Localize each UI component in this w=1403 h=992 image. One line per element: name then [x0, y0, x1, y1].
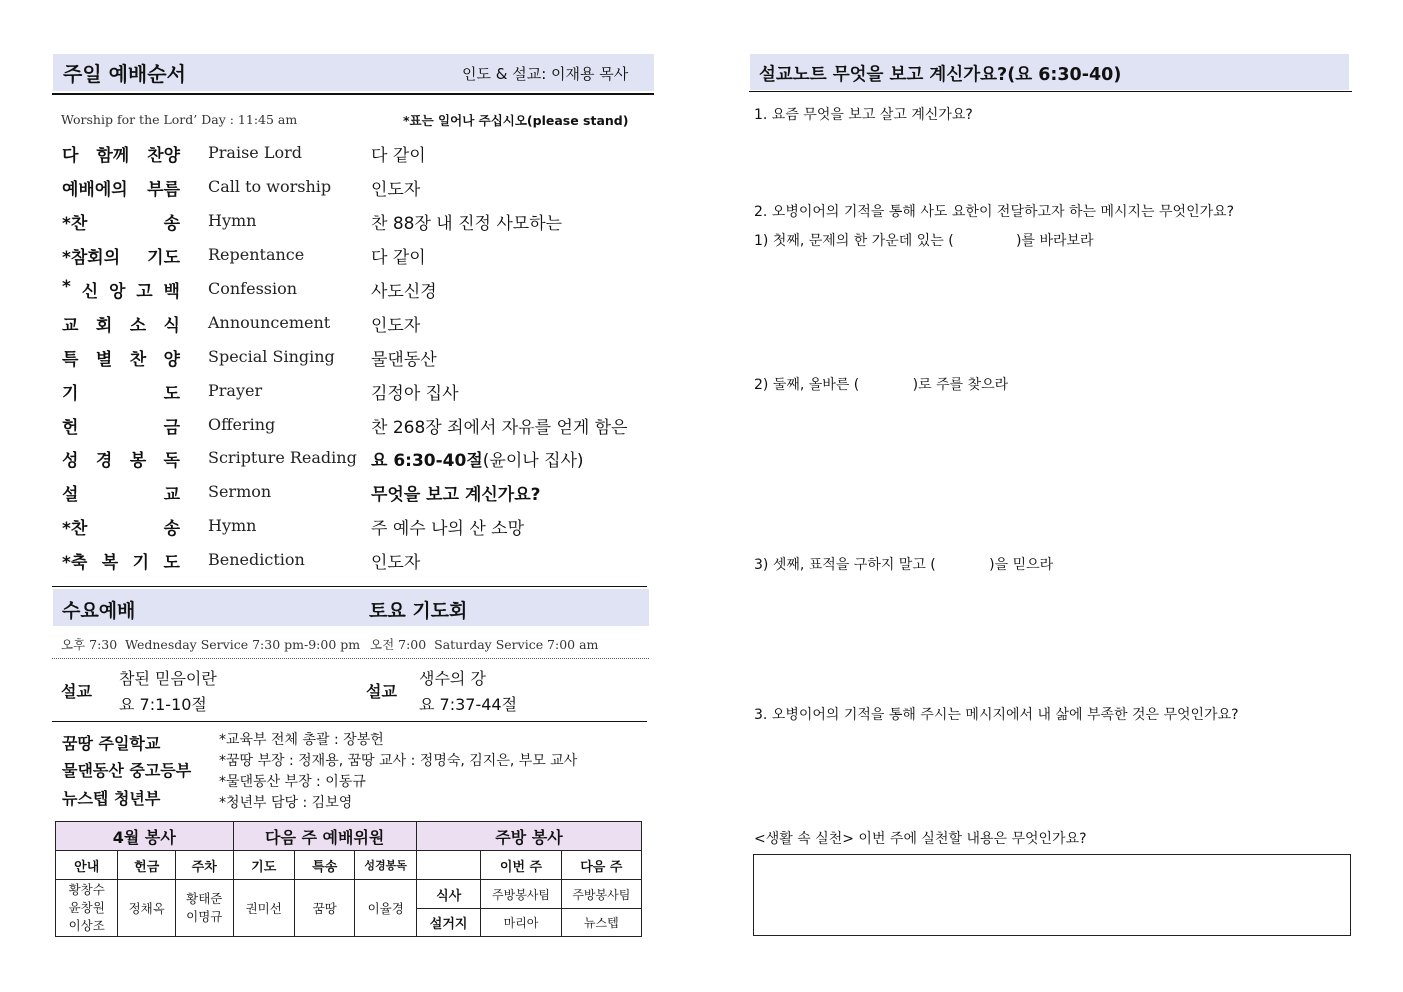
- order-item-korean-part: 식: [163, 316, 180, 336]
- guide-name: 윤창원: [68, 900, 105, 915]
- midweek-bottom-rule: [52, 721, 647, 722]
- offering-cell: 정채옥: [118, 880, 176, 937]
- order-item-detail: [371, 446, 584, 471]
- kitchen-row-label: 식사: [416, 880, 480, 909]
- header-rule: [52, 93, 654, 95]
- staff-1: *교육부 전체 총괄 : 장봉헌: [219, 732, 384, 748]
- order-item-detail: 김정아 집사: [371, 384, 459, 404]
- prayer-cell: 권미선: [233, 880, 294, 937]
- order-item-korean-part: 독: [163, 451, 180, 471]
- order-item-detail: 다 같이: [371, 146, 426, 166]
- order-item-korean-part: 함께: [96, 146, 130, 166]
- order-item-korean: [62, 345, 180, 370]
- order-item-english: Prayer: [208, 381, 263, 400]
- order-item-detail: 인도자: [371, 316, 421, 336]
- order-item: [62, 209, 652, 239]
- order-item-korean-part: *찬: [62, 214, 88, 234]
- order-item-korean-part: *: [62, 277, 71, 297]
- order-item-korean-part: 헌: [62, 418, 79, 438]
- question-1: 1. 요즘 무엇을 보고 살고 계신가요?: [754, 107, 973, 123]
- order-item: [62, 311, 652, 341]
- order-item-english: Repentance: [208, 245, 305, 264]
- order-item-korean-part: 소: [129, 316, 147, 336]
- order-item: [62, 413, 652, 443]
- order-item-detail: 다 같이: [371, 248, 426, 268]
- order-item-korean-part: 설: [62, 485, 79, 505]
- order-item-korean: [62, 480, 180, 505]
- col-guide: 안내: [56, 851, 118, 880]
- order-item-korean-part: 경: [95, 451, 113, 471]
- kitchen-next-week: 주방봉사팀: [561, 880, 641, 909]
- col-this-week: 이번 주: [481, 851, 561, 880]
- order-item-detail: 주 예수 나의 산 소망: [371, 519, 524, 539]
- stand-note: *표는 일어나 주십시오(please stand): [403, 113, 629, 128]
- midweek-header: [53, 589, 649, 626]
- order-item-english: Offering: [208, 415, 276, 434]
- staff-3: *물댄동산 부장 : 이동규: [219, 774, 366, 790]
- col-prayer: 기도: [233, 851, 294, 880]
- guide-name: 이상조: [68, 918, 105, 933]
- kitchen-next-week: 뉴스텝: [561, 909, 641, 937]
- order-item-english: Special Singing: [208, 347, 335, 366]
- order-item-korean: [62, 379, 180, 404]
- order-item-korean-part: 부름: [147, 180, 180, 200]
- wed-time: 오후 7:30 Wednesday Service 7:30 pm-9:00 pm: [61, 637, 361, 652]
- next-worship-header: 다음 주 예배위원: [233, 822, 416, 851]
- leader-label: 인도 & 설교: 이재용 목사: [462, 65, 629, 83]
- practice-prompt: <생활 속 실천> 이번 주에 실천할 내용은 무엇인가요?: [754, 831, 1087, 847]
- col-parking: 주차: [175, 851, 233, 880]
- order-item-korean-part: 고: [136, 282, 153, 302]
- order-item-korean: [62, 175, 180, 200]
- dept-1: 꿈땅 주일학교: [62, 734, 161, 753]
- wed-title: 수요예배: [62, 600, 136, 622]
- sat-sermon-title: 생수의 강: [419, 669, 486, 688]
- order-item: [62, 446, 652, 476]
- order-item-korean-part: 송: [163, 519, 180, 539]
- kitchen-this-week: 주방봉사팀: [481, 880, 561, 909]
- order-item-english: Praise Lord: [208, 143, 302, 162]
- order-item-korean-part: 복: [101, 553, 119, 573]
- order-item-english: Hymn: [208, 516, 257, 535]
- order-item-english: Call to worship: [208, 177, 332, 196]
- sat-sermon-label: 설교: [366, 682, 397, 701]
- order-item: [62, 141, 652, 171]
- order-item-detail: 사도신경: [371, 282, 437, 302]
- order-item-korean: [62, 141, 180, 166]
- practice-answer-box[interactable]: [753, 854, 1351, 936]
- kitchen-row-label: 설거지: [416, 909, 480, 937]
- order-item-korean-part: 교: [163, 485, 180, 505]
- order-item-korean-part: 회: [95, 316, 113, 336]
- order-item-korean-part: 봉: [129, 451, 147, 471]
- order-item-detail: 무엇을 보고 계신가요?: [371, 485, 541, 505]
- order-item-korean-part: 신: [81, 282, 99, 302]
- order-item-korean-part: 찬양: [147, 146, 180, 166]
- sermon-note-rule: [749, 91, 1352, 92]
- order-item-korean-part: 금: [163, 418, 180, 438]
- order-item-korean-part: 별: [95, 350, 113, 370]
- order-item-detail-bold: 요 6:30-40절: [371, 451, 483, 471]
- reading-cell: 이율경: [355, 880, 416, 937]
- order-item-detail-rest: (윤이나 집사): [482, 451, 584, 471]
- order-item-korean-part: 송: [163, 214, 180, 234]
- guide-name: 황창수: [68, 882, 105, 897]
- order-item-english: Announcement: [208, 313, 331, 332]
- order-item: [62, 243, 652, 273]
- worship-time: Worship for the Lord’ Day : 11:45 am: [61, 112, 298, 127]
- order-item-korean: [62, 311, 180, 336]
- order-item-english: Hymn: [208, 211, 257, 230]
- order-item-korean: [62, 548, 180, 573]
- order-item-korean-part: *축: [62, 553, 88, 573]
- question-3: 3. 오병이어의 기적을 통해 주시는 메시지에서 내 삶에 부족한 것은 무엇인가요?: [754, 707, 1239, 723]
- col-offering: 헌금: [118, 851, 176, 880]
- order-item-english: Benediction: [208, 550, 305, 569]
- order-item: [62, 480, 652, 510]
- staff-4: *청년부 담당 : 김보영: [219, 795, 353, 811]
- april-service-header: 4월 봉사: [56, 822, 234, 851]
- question-2-1: 1) 첫째, 문제의 한 가운데 있는 ( )를 바라보라: [754, 233, 1094, 249]
- dept-3: 뉴스텝 청년부: [62, 789, 161, 808]
- order-item-korean-part: 백: [163, 282, 180, 302]
- order-item-korean: [62, 514, 180, 539]
- wed-sermon-label: 설교: [61, 682, 92, 701]
- order-item-korean: [62, 243, 180, 268]
- kitchen-service-header: 주방 봉사: [416, 822, 641, 851]
- order-bottom-rule: [52, 586, 647, 587]
- col-reading: 성경봉독: [355, 851, 416, 880]
- sat-sermon-verse: 요 7:37-44절: [419, 695, 518, 714]
- parking-cell: [175, 880, 233, 937]
- midweek-dotted-rule: [52, 658, 649, 659]
- service-table: [55, 821, 642, 937]
- order-item-korean-part: 성: [62, 451, 79, 471]
- parking-name: 황태준: [186, 891, 223, 906]
- order-item: [62, 345, 652, 375]
- kitchen-this-week: 마리아: [481, 909, 561, 937]
- order-item-korean-part: 교: [62, 316, 79, 336]
- special-cell: 꿈땅: [294, 880, 354, 937]
- wed-sermon-verse: 요 7:1-10절: [119, 695, 207, 714]
- order-item-detail: 인도자: [371, 180, 421, 200]
- order-item-english: Sermon: [208, 482, 272, 501]
- col-next-week: 다음 주: [561, 851, 641, 880]
- sat-title: 토요 기도회: [369, 600, 468, 622]
- order-item-korean-part: 양: [163, 350, 180, 370]
- staff-2: *꿈땅 부장 : 정재용, 꿈땅 교사 : 정명숙, 김지은, 부모 교사: [219, 753, 578, 769]
- order-item-english: Confession: [208, 279, 298, 298]
- worship-order-title: 주일 예배순서: [63, 62, 186, 86]
- order-item-detail: 찬 88장 내 진정 사모하는: [371, 214, 563, 234]
- question-2: 2. 오병이어의 기적을 통해 사도 요한이 전달하고자 하는 메시지는 무엇인가요?: [754, 204, 1235, 220]
- order-item-korean: [62, 413, 180, 438]
- sat-time: 오전 7:00 Saturday Service 7:00 am: [370, 637, 599, 652]
- order-item-detail: 물댄동산: [371, 350, 437, 370]
- order-item-korean-part: 기도: [147, 248, 180, 268]
- question-2-2: 2) 둘째, 올바른 ( )로 주를 찾으라: [754, 377, 1009, 393]
- order-item-korean-part: 예배에의: [62, 180, 128, 200]
- sermon-note-title: 설교노트 무엇을 보고 계신가요?(요 6:30-40): [759, 65, 1122, 85]
- order-item: [62, 514, 652, 544]
- question-2-3: 3) 셋째, 표적을 구하지 말고 ( )을 믿으라: [754, 557, 1054, 573]
- order-item-korean-part: 특: [62, 350, 79, 370]
- col-kitchen-label: [416, 851, 480, 880]
- guide-cell: [56, 880, 118, 937]
- order-item: [62, 379, 652, 409]
- order-item-korean-part: 기: [132, 553, 150, 573]
- order-item-detail: 찬 268장 죄에서 자유를 얻게 함은: [371, 418, 628, 438]
- order-item-korean-part: 다: [62, 146, 79, 166]
- order-item-korean-part: 찬: [129, 350, 147, 370]
- order-item-korean: [62, 209, 180, 234]
- order-item: [62, 548, 652, 578]
- col-special: 특송: [294, 851, 354, 880]
- order-item-detail: 인도자: [371, 553, 421, 573]
- order-item: [62, 277, 652, 307]
- order-item-korean-part: *참회의: [62, 248, 121, 268]
- order-item-english: Scripture Reading: [208, 448, 357, 467]
- order-item-korean-part: 앙: [108, 282, 126, 302]
- wed-sermon-title: 참된 믿음이란: [119, 669, 217, 688]
- parking-name: 이명규: [186, 909, 223, 924]
- order-item-korean-part: *찬: [62, 519, 88, 539]
- dept-2: 물댄동산 중고등부: [62, 761, 192, 780]
- order-item-korean-part: 도: [163, 553, 180, 573]
- order-item-korean-part: 기: [62, 384, 79, 404]
- order-item: [62, 175, 652, 205]
- order-item-korean-part: 도: [163, 384, 180, 404]
- order-item-korean: [62, 277, 180, 302]
- order-item-korean: [62, 446, 180, 471]
